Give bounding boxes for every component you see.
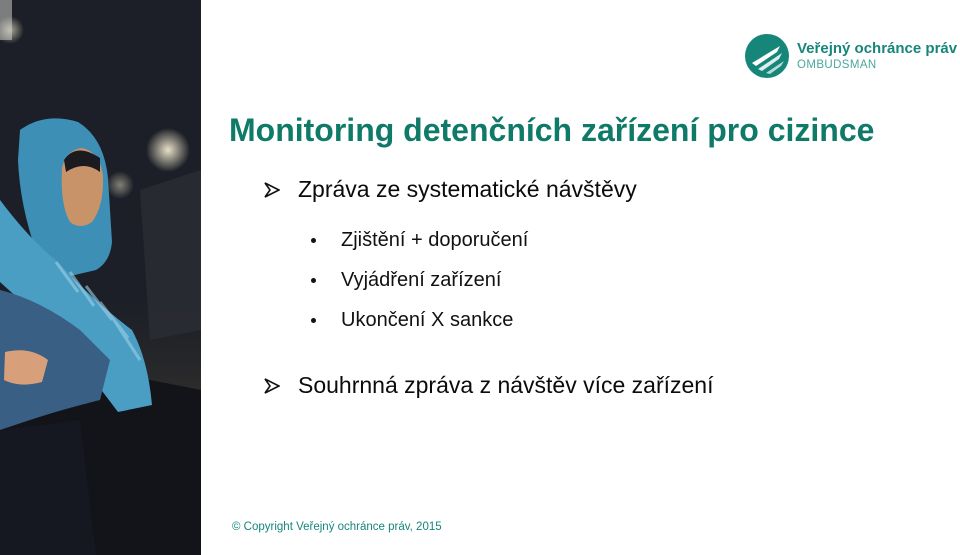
bullet-item-2-text: Souhrnná zpráva z návštěv více zařízení [298,372,714,398]
round-bullet-icon [311,238,316,243]
ombudsman-logo-icon [744,33,790,79]
arrowhead-bullet-icon [264,182,280,198]
slide-title: Monitoring detenčních zařízení pro cizince [229,112,875,148]
round-bullet-icon [311,318,316,323]
ombudsman-logo [744,32,958,80]
bullet-item-1 [264,176,637,203]
round-bullet-icon [311,278,316,283]
sub-bullet-item-2-text: Vyjádření zařízení [341,269,502,291]
logo-name: Veřejný ochránce práv [797,39,958,57]
logo-subtitle: OMBUDSMAN [797,58,877,71]
sub-bullet-item-1 [311,229,528,252]
bullet-item-1-text: Zpráva ze systematické návštěvy [298,176,637,202]
woman-in-blue-headscarf-photo [0,0,201,555]
bullet-item-2 [264,372,714,399]
sub-bullet-item-3 [311,309,513,332]
sub-bullet-item-3-text: Ukončení X sankce [341,309,514,331]
arrowhead-bullet-icon [264,378,280,394]
copyright-footer: © Copyright Veřejný ochránce práv, 2015 [232,521,442,533]
sub-bullet-item-1-text: Zjištění + doporučení [341,229,529,251]
sub-bullet-item-2 [311,269,501,292]
